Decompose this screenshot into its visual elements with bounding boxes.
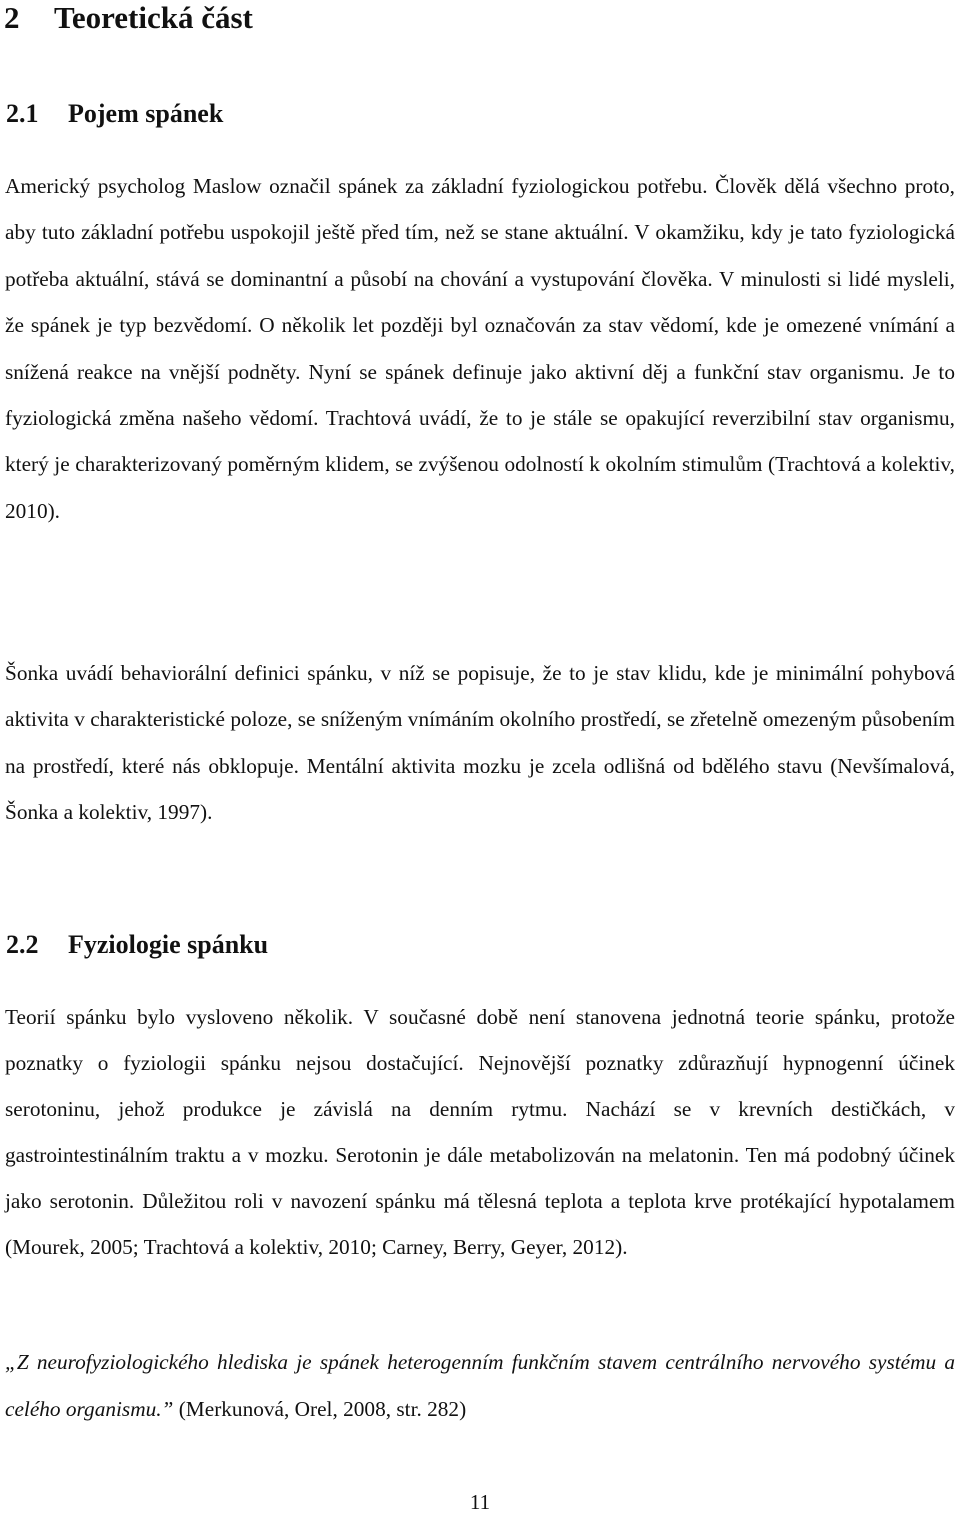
- page-number: 11: [469, 1490, 491, 1514]
- section-number: 2.1: [6, 99, 39, 128]
- block-quote: [5, 1339, 955, 1433]
- paragraph: Teorií spánku bylo vysloveno několik. V současné době není stanovena jednotná teorie spánku, protože poznatky o fyziologii spánku nejsou dostačující. Nejnovější poznatky zdůrazňují hypnogenní účinek serotoninu, jehož produkce je závislá na denním rytmu. Nachází se v krevních destičkách, v gastrointestinálním traktu a v mozku. Serotonin je dále metabolizován na melatonin. Ten má podobný účinek jako serotonin. Důležitou roli v navození spánku má tělesná teplota a teplota krve protékající hypotalamem (Mourek, 2005; Trachtová a kolektiv, 2010; Carney, Berry, Geyer, 2012).: [5, 1005, 955, 1259]
- paragraph: Americký psycholog Maslow označil spánek za základní fyziologickou potřebu. Člověk dělá všechno proto, aby tuto základní potřebu uspokojil ještě před tím, než se stane aktuální. V okamžiku, kdy je tato fyziologická potřeba aktuální, stává se dominantní a působí na chování a vystupování člověka. V minulosti si lidé mysleli, že spánek je typ bezvědomí. O několik let později byl označován za stav vědomí, kde je omezené vnímání a snížená reakce na vnější podněty. Nyní se spánek definuje jako aktivní děj a funkční stav organismu. Je to fyziologická změna našeho vědomí. Trachtová uvádí, že to je stále se opakující reverzibilní stav organismu, který je charakterizovaný poměrným klidem, se zvýšenou odolností k okolním stimulům (Trachtová a kolektiv, 2010).: [5, 174, 955, 523]
- chapter-title: Teoretická část: [54, 0, 253, 35]
- quote-text: „Z neurofyziologického hlediska je spánek heterogenním funkčním stavem centrálního nervového systému a celého organismu.”: [5, 1350, 955, 1421]
- chapter-number: 2: [4, 0, 20, 35]
- section-title: Pojem spánek: [68, 99, 224, 128]
- quote-citation: (Merkunová, Orel, 2008, str. 282): [173, 1397, 467, 1421]
- paragraph: Šonka uvádí behaviorální definici spánku, v níž se popisuje, že to je stav klidu, kde je minimální pohybová aktivita v charakteristické poloze, se sníženým vnímáním okolního prostředí, se zřetelně omezeným působením na prostředí, které nás obklopuje. Mentální aktivita mozku je zcela odlišná od bdělého stavu (Nevšímalová, Šonka a kolektiv, 1997).: [5, 661, 955, 825]
- chapter-heading: [4, 0, 253, 36]
- section-heading-2-2: [6, 929, 268, 961]
- section-title: Fyziologie spánku: [68, 930, 269, 959]
- section-heading-2-1: [6, 98, 223, 130]
- section-number: 2.2: [6, 930, 39, 959]
